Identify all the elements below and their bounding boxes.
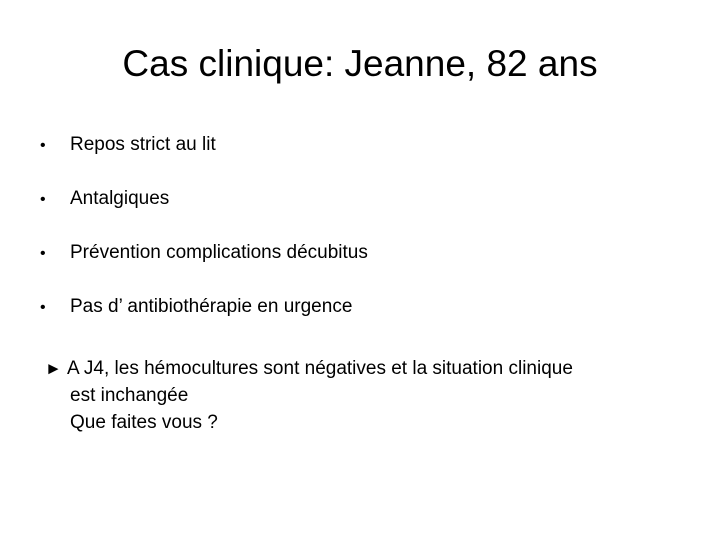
bullet-text: Repos strict au lit (70, 134, 216, 155)
question-text: Que faites vous ? (70, 412, 218, 433)
arrow-text-line2: est inchangée (70, 385, 189, 406)
bullet-icon: • (40, 191, 46, 208)
bullet-text: Pas d’ antibiothérapie en urgence (70, 296, 353, 317)
arrow-line (45, 355, 573, 382)
bullet-icon: • (40, 245, 46, 262)
arrow-text-line1: A J4, les hémocultures sont négatives et la situation clinique (67, 358, 573, 379)
bullet-item (40, 185, 368, 239)
bullet-icon: • (40, 299, 46, 316)
bullet-item (40, 131, 368, 185)
bullet-list (40, 131, 368, 347)
bullet-item (40, 293, 368, 347)
arrow-right-icon: ► (45, 359, 62, 378)
bullet-text: Antalgiques (70, 188, 170, 209)
bullet-item (40, 239, 368, 293)
arrow-paragraph (45, 355, 573, 436)
bullet-text: Prévention complications décubitus (70, 242, 368, 263)
bullet-icon: • (40, 137, 46, 154)
slide-title: Cas clinique: Jeanne, 82 ans (122, 43, 598, 84)
